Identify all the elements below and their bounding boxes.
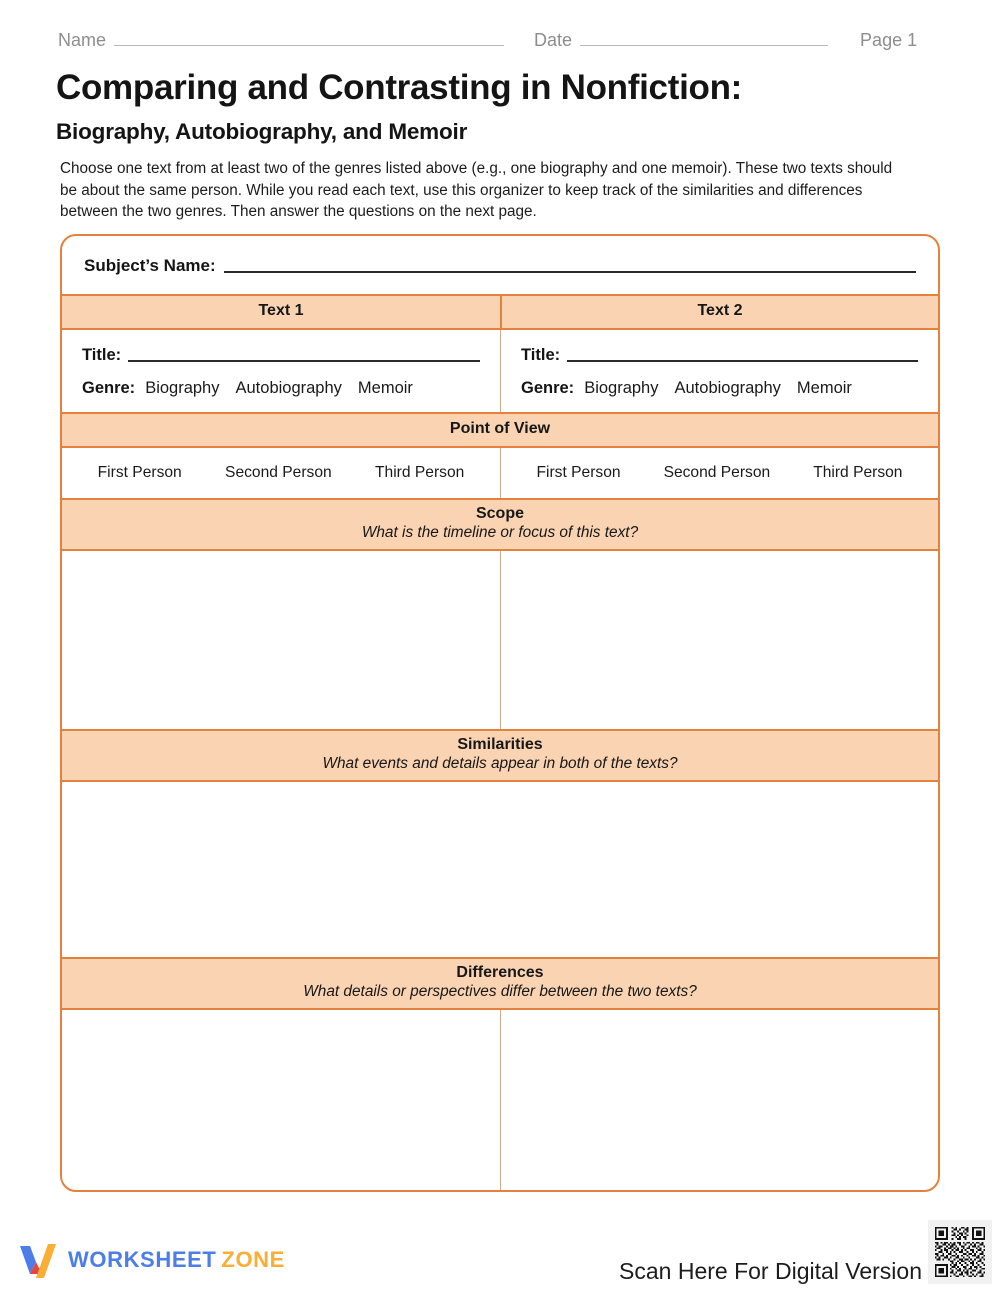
logo-w-icon [16,1240,62,1280]
text1-genre-option-biography[interactable]: Biography [145,379,220,397]
differences-answer-text1[interactable] [62,1010,500,1190]
similarities-heading: Similarities [457,736,543,753]
text2-pov-options [500,448,938,498]
similarities-answer-area[interactable] [62,782,938,957]
logo-text-worksheet: WORKSHEET [68,1247,217,1272]
text2-genre-option-memoir[interactable]: Memoir [796,379,852,397]
text1-pov-second-person[interactable]: Second Person [225,464,332,481]
text2-genre-line [521,379,918,398]
scope-prompt: What is the timeline or focus of this text? [361,524,639,541]
differences-prompt: What details or perspectives differ between the two texts? [303,983,697,1000]
date-write-line[interactable] [580,31,828,46]
subject-name-write-line[interactable] [224,259,916,273]
text1-title-write-line[interactable] [128,349,480,362]
text2-genre-label: Genre: [521,379,575,397]
text2-pov-third-person[interactable]: Third Person [813,464,903,481]
worksheet-zone-logo[interactable] [16,1240,285,1280]
qr-code-icon[interactable] [928,1220,992,1284]
text2-pov-first-person[interactable]: First Person [536,464,621,481]
text2-details-cell [500,330,938,412]
title-genre-row [62,330,938,412]
text1-details-cell [62,330,500,412]
date-label: Date [534,30,573,50]
scope-answer-text1[interactable] [62,551,500,729]
name-write-line[interactable] [114,31,504,46]
text2-genre-option-autobiography[interactable]: Autobiography [674,379,781,397]
scope-answer-row [62,551,938,729]
text1-pov-options [62,448,500,498]
page-footer [0,1212,1000,1294]
page-number: Page 1 [860,30,918,50]
text-column-headers [62,294,938,330]
page-meta-row [58,30,938,58]
name-label: Name [58,30,107,50]
point-of-view-options-row [62,448,938,498]
column-header-text1: Text 1 [62,296,500,328]
text1-title-line [82,346,480,365]
point-of-view-band [62,412,938,448]
text1-genre-option-memoir[interactable]: Memoir [357,379,413,397]
text2-title-write-line[interactable] [567,349,918,362]
text1-title-label: Title: [82,346,122,364]
text1-pov-first-person[interactable]: First Person [97,464,182,481]
differences-heading: Differences [456,964,544,981]
similarities-answer-row [62,782,938,957]
scan-instruction-text: Scan Here For Digital Version [619,1258,922,1284]
text2-title-label: Title: [521,346,561,364]
similarities-prompt: What events and details appear in both of the texts? [322,755,678,772]
differences-band [62,957,938,1010]
graphic-organizer-table [60,234,940,1192]
logo-text [68,1247,285,1273]
text1-genre-label: Genre: [82,379,136,397]
differences-answer-text2[interactable] [500,1010,938,1190]
page-subtitle: Biography, Autobiography, and Memoir [56,119,468,144]
text1-pov-third-person[interactable]: Third Person [375,464,465,481]
page-title: Comparing and Contrasting in Nonfiction: [56,68,743,107]
point-of-view-heading: Point of View [449,420,551,437]
differences-answer-row [62,1010,938,1190]
scope-band [62,498,938,551]
column-header-text2: Text 2 [500,296,938,328]
subject-name-label: Subject’s Name: [84,256,216,275]
text2-title-line [521,346,918,365]
scope-heading: Scope [475,505,524,522]
logo-text-zone: ZONE [221,1247,285,1272]
subject-name-row [62,236,938,294]
text2-pov-second-person[interactable]: Second Person [663,464,771,481]
text1-genre-line [82,379,480,398]
text1-genre-option-autobiography[interactable]: Autobiography [235,379,342,397]
instructions-paragraph: Choose one text from at least two of the genres listed above (e.g., one biography and one memoir). These two texts should be about the same person. While you read each text, use this organizer to keep track of the similarities and differences between the two genres. Then answer the questions on the next page. [60,160,893,220]
similarities-band [62,729,938,782]
scope-answer-text2[interactable] [500,551,938,729]
text2-genre-option-biography[interactable]: Biography [584,379,659,397]
